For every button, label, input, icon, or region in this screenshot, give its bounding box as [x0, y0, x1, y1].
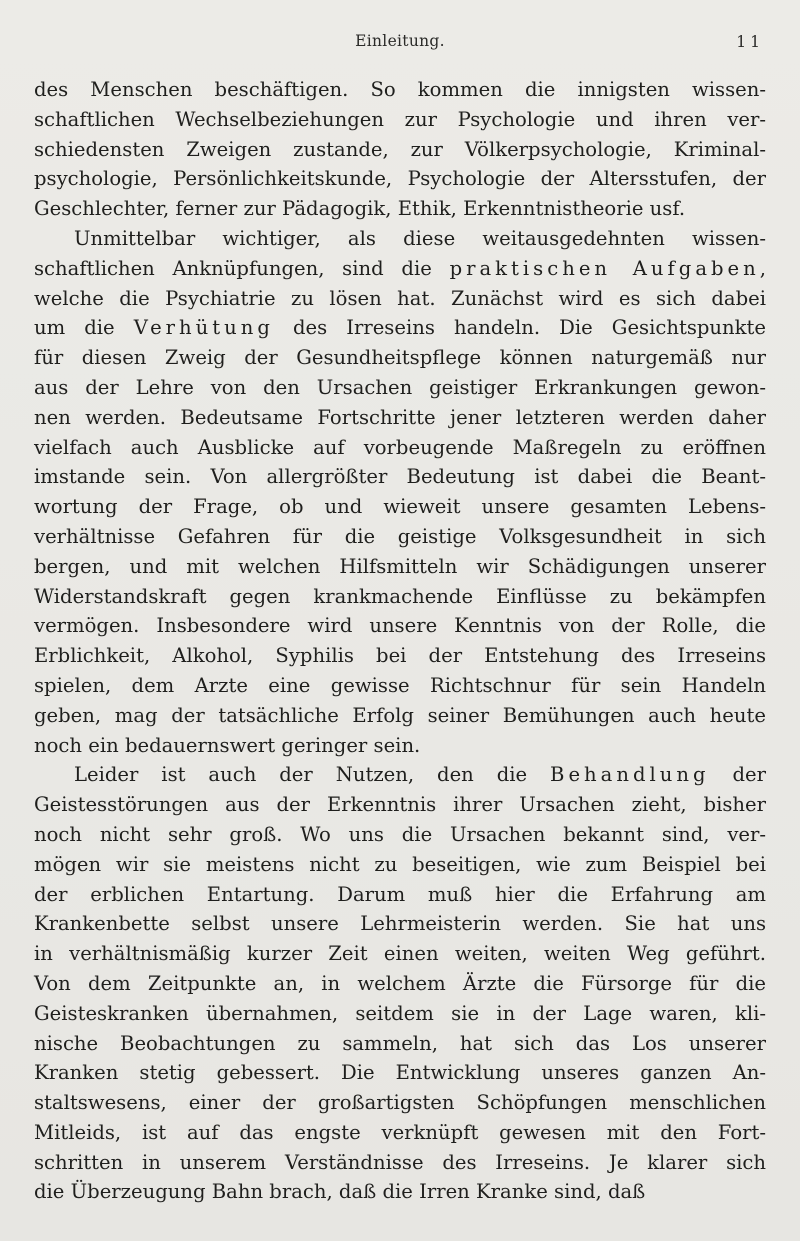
text-line: psychologie, Persönlichkeitskunde, Psychologie der Altersstufen, der: [34, 167, 766, 191]
text-line: aus der Lehre von den Ursachen geistiger Erkrankungen gewon-: [34, 375, 766, 399]
text-line: die Überzeugung Bahn brach, daß die Irren Kranke sind, daß: [34, 1180, 646, 1204]
text-line: Kranken stetig gebessert. Die Entwicklung unseres ganzen An-: [34, 1061, 766, 1085]
text-line: vielfach auch Ausblicke auf vorbeugende Maßregeln zu eröffnen: [34, 435, 766, 459]
text-line: schritten in unserem Verständnisse des Irreseins. Je klarer sich: [34, 1150, 766, 1174]
text-line: Krankenbette selbst unsere Lehrmeisterin werden. Sie hat uns: [34, 912, 766, 936]
text-line: um die Verhütung des Irreseins handeln. Die Gesichtspunkte: [34, 316, 767, 340]
text-line: mögen wir sie meistens nicht zu beseitigen, wie zum Beispiel bei: [34, 852, 766, 876]
text-line: staltswesens, einer der großartigsten Schöpfungen menschlichen: [34, 1091, 766, 1115]
text-line: nische Beobachtungen zu sammeln, hat sich das Los unserer: [34, 1031, 766, 1055]
text-line: spielen, dem Arzte eine gewisse Richtschnur für sein Handeln: [34, 673, 766, 697]
text-line: schiedensten Zweigen zustande, zur Völkerpsychologie, Kriminal-: [34, 137, 766, 161]
text-line: welche die Psychiatrie zu lösen hat. Zunächst wird es sich dabei: [34, 286, 766, 310]
page-number: 11: [736, 33, 764, 51]
text-line: Geisteskranken übernahmen, seitdem sie in der Lage waren, kli-: [34, 1001, 766, 1025]
text-line: Unmittelbar wichtiger, als diese weitausgedehnten wissen-: [74, 226, 766, 250]
text-line: vermögen. Insbesondere wird unsere Kenntnis von der Rolle, die: [34, 614, 766, 638]
running-head: [0, 32, 800, 56]
text-line: noch ein bedauernswert geringer sein.: [34, 733, 421, 757]
text-line: bergen, und mit welchen Hilfsmitteln wir Schädigungen unserer: [34, 554, 766, 578]
text-line: geben, mag der tatsächliche Erfolg seiner Bemühungen auch heute: [34, 703, 766, 727]
emphasized-term: Verhütung: [133, 316, 274, 340]
text-line: noch nicht sehr groß. Wo uns die Ursachen bekannt sind, ver-: [34, 822, 766, 846]
text-line: des Menschen beschäftigen. So kommen die innigsten wissen-: [34, 78, 766, 101]
text-line: schaftlichen Wechselbeziehungen zur Psychologie und ihren ver-: [34, 107, 766, 131]
emphasized-term: Behandlung: [550, 763, 710, 787]
text-line: Von dem Zeitpunkte an, in welchem Ärzte die Fürsorge für die: [34, 971, 766, 995]
chapter-title: Einleitung.: [355, 32, 445, 50]
paragraph: [34, 224, 766, 760]
text-line: Geschlechter, ferner zur Pädagogik, Ethik, Erkenntnistheorie usf.: [34, 197, 686, 221]
text-line: wortung der Frage, ob und wieweit unsere gesamten Lebens-: [34, 495, 766, 519]
text-line: Erblichkeit, Alkohol, Syphilis bei der Entstehung des Irreseins: [34, 644, 766, 668]
text-line: verhältnisse Gefahren für die geistige Volksgesundheit in sich: [34, 524, 766, 548]
text-line: Mitleids, ist auf das engste verknüpft gewesen mit den Fort-: [34, 1120, 766, 1144]
paragraph: [34, 760, 766, 1207]
text-line: der erblichen Entartung. Darum muß hier die Erfahrung am: [34, 882, 766, 906]
text-line: imstande sein. Von allergrößter Bedeutung ist dabei die Beant-: [34, 465, 766, 489]
emphasized-term: praktischen Aufgaben: [449, 256, 760, 280]
text-line: für diesen Zweig der Gesundheitspflege können naturgemäß nur: [34, 346, 766, 370]
text-line: Geistesstörungen aus der Erkenntnis ihrer Ursachen zieht, bisher: [34, 793, 766, 817]
text-line: in verhältnismäßig kurzer Zeit einen weiten, weiten Weg geführt.: [34, 942, 766, 966]
text-line: nen werden. Bedeutsame Fortschritte jener letzteren werden daher: [34, 405, 766, 429]
text-line: Widerstandskraft gegen krankmachende Einflüsse zu bekämpfen: [34, 584, 766, 608]
paragraph: [34, 75, 766, 224]
text-line: Leider ist auch der Nutzen, den die Behandlung der: [74, 763, 766, 787]
body-text: [34, 75, 766, 1207]
text-line: schaftlichen Anknüpfungen, sind die praktischen Aufgaben,: [34, 256, 767, 280]
